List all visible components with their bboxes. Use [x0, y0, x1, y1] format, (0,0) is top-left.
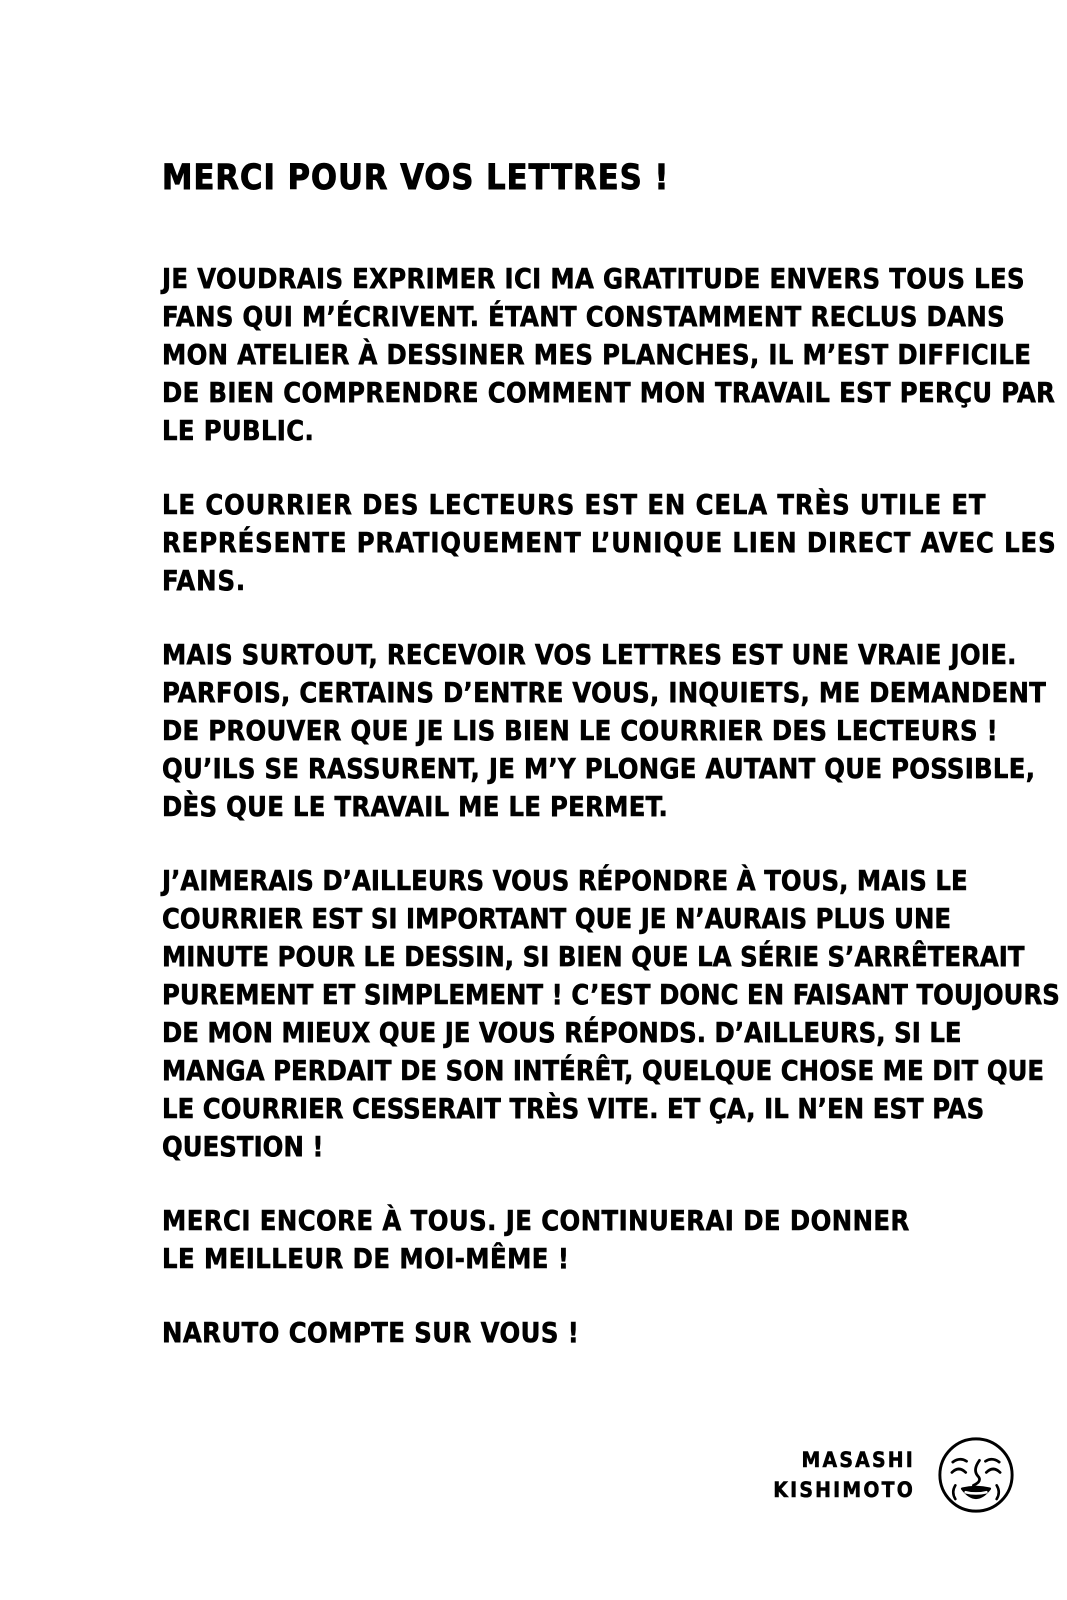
text-line: COURRIER EST SI IMPORTANT QUE JE N’AURAIS PLUS UNE: [162, 903, 952, 935]
text-line: QUESTION !: [162, 1131, 324, 1163]
paragraph-4: [162, 862, 1060, 1166]
text-line: MERCI ENCORE À TOUS. JE CONTINUERAI DE DONNER: [162, 1205, 910, 1237]
text-line: PARFOIS, CERTAINS D’ENTRE VOUS, INQUIETS, ME DEMANDENT: [162, 677, 1047, 709]
text-line: LE COURRIER DES LECTEURS EST EN CELA TRÈS UTILE ET: [162, 489, 987, 521]
paragraph-3: [162, 636, 1047, 826]
page-title: MERCI POUR VOS LETTRES !: [162, 158, 670, 198]
text-line: FANS QUI M’ÉCRIVENT. ÉTANT CONSTAMMENT RECLUS DANS: [162, 301, 1005, 333]
text-line: LE PUBLIC.: [162, 415, 315, 447]
text-line: DE BIEN COMPRENDRE COMMENT MON TRAVAIL EST PERÇU PAR: [162, 377, 1056, 409]
text-line: JE VOUDRAIS EXPRIMER ICI MA GRATITUDE ENVERS TOUS LES: [162, 263, 1025, 295]
text-line: MINUTE POUR LE DESSIN, SI BIEN QUE LA SÉRIE S’ARRÊTERAIT: [162, 941, 1025, 973]
text-line: DE MON MIEUX QUE JE VOUS RÉPONDS. D’AILLEURS, SI LE: [162, 1017, 962, 1049]
text-line: FANS.: [162, 565, 247, 597]
paragraph-2: [162, 486, 1057, 600]
text-line: REPRÉSENTE PRATIQUEMENT L’UNIQUE LIEN DIRECT AVEC LES: [162, 527, 1057, 559]
paragraph-5: [162, 1202, 940, 1278]
text-line: MAIS SURTOUT, RECEVOIR VOS LETTRES EST UNE VRAIE JOIE.: [162, 639, 1017, 671]
afterword-content: [162, 158, 1060, 1352]
author-family-name: KISHIMOTO: [773, 1478, 915, 1502]
paragraph-1: [162, 260, 1056, 450]
text-line: QU’ILS SE RASSURENT, JE M’Y PLONGE AUTANT QUE POSSIBLE,: [162, 753, 1036, 785]
text-line: J’AIMERAIS D’AILLEURS VOUS RÉPONDRE À TOUS, MAIS LE: [162, 865, 968, 897]
text-line: MANGA PERDAIT DE SON INTÉRÊT, QUELQUE CHOSE ME DIT QUE: [162, 1055, 1045, 1087]
text-line: NARUTO COMPTE SUR VOUS !: [162, 1317, 580, 1349]
author-signature: [773, 1432, 1019, 1518]
author-name: [773, 1445, 915, 1505]
text-line: PUREMENT ET SIMPLEMENT ! C’EST DONC EN FAISANT TOUJOURS: [162, 979, 1060, 1011]
author-given-name: MASASHI: [801, 1448, 915, 1472]
text-line: DE PROUVER QUE JE LIS BIEN LE COURRIER DES LECTEURS !: [162, 715, 998, 747]
text-line: LE COURRIER CESSERAIT TRÈS VITE. ET ÇA, IL N’EN EST PAS: [162, 1093, 985, 1125]
paragraph-6: [162, 1314, 940, 1352]
text-line: MON ATELIER À DESSINER MES PLANCHES, IL M’EST DIFFICILE: [162, 339, 1032, 371]
text-line: DÈS QUE LE TRAVAIL ME LE PERMET.: [162, 791, 669, 823]
text-line: LE MEILLEUR DE MOI-MÊME !: [162, 1243, 570, 1275]
afterword-body: [162, 260, 1060, 1352]
smiling-face-icon: [933, 1432, 1019, 1518]
